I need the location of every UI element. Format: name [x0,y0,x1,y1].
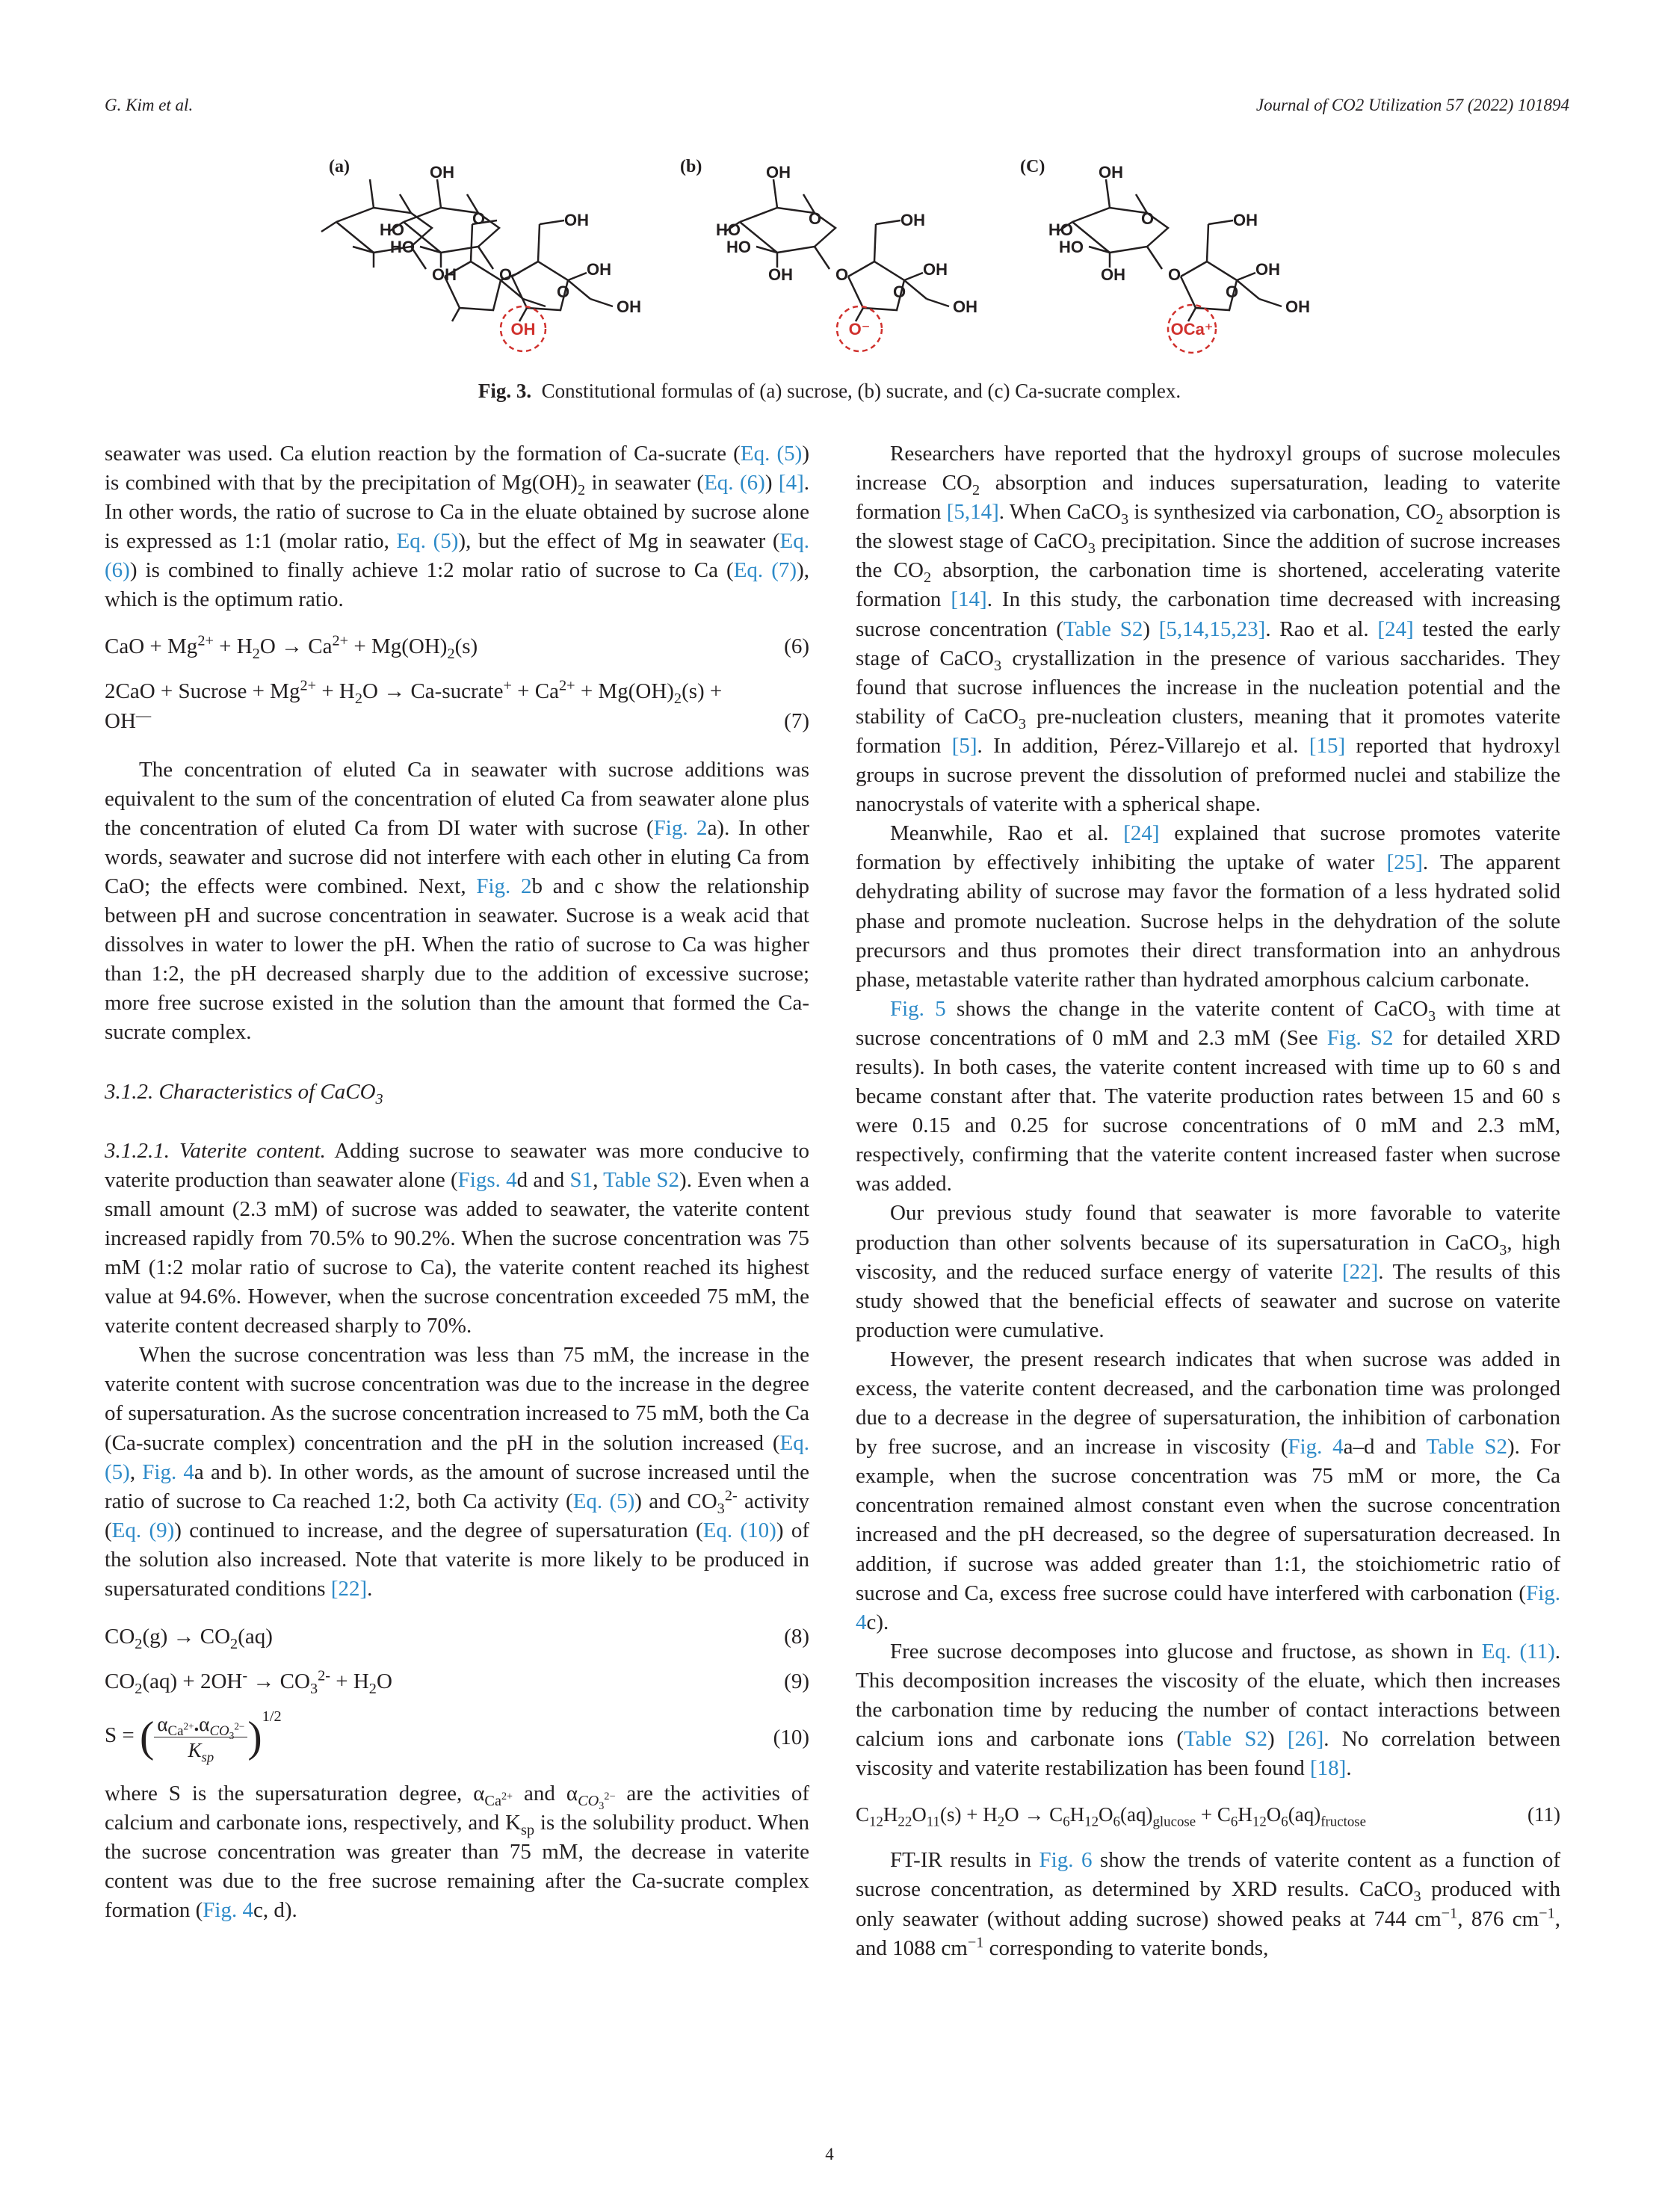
paragraph: The concentration of eluted Ca in seawater with sucrose additions was equivalent to the sum of the concentration of eluted Ca from seawater alone plus the concentration of eluted Ca from DI water with sucrose (Fig. 2a). In other words, seawater and sucrose did not interfere with each other in eluting Ca from CaO; the effects were combined. Next, Fig. 2b and c show the relationship between pH and sucrose concentration in seawater. Sucrose is a weak acid that dissolves in water to lower the pH. When the ratio of sucrose to Ca was higher than 1:2, the pH decreased sharply due to the addition of excessive sucrose; more free sucrose existed in the solution than the amount that formed the Ca-sucrate complex. [105,757,810,1045]
svg-text:HO: HO [716,220,741,239]
figure-link[interactable]: Fig. 4 [203,1898,253,1923]
equation-link[interactable]: Eq. (6) [105,529,810,583]
circled-group-a: OH [510,320,536,339]
equation-number: (6) [784,634,809,658]
figure-link[interactable]: Fig. 2 [476,874,532,898]
svg-text:O: O [1141,209,1155,228]
paragraph: When the sucrose concentration was less than 75 mM, the increase in the vaterite content with sucrose concentration was due to the increase in the degree of supersaturation. As the sucrose concentration increased to 75 mM, both the Ca (Ca-sucrate complex) concentration and the pH in the solution increased (Eq. (5), Fig. 4a and b). In other words, as the amount of sucrose increased until the ratio of sucrose to Ca reached 1:2, both Ca activity (Eq. (5)) and $CO_3^{2-}$ activity (Eq. (9)) continued to increase, and the degree of supersaturation (Eq. (10)) of the solution also increased. Note that vaterite is more likely to be produced in supersaturated conditions [22]. [105,1343,810,1601]
svg-text:O: O [1226,282,1239,301]
equation-link[interactable]: Eq. (7) [733,558,797,583]
figure-link[interactable]: S1 [569,1167,593,1192]
svg-text:OH: OH [923,260,948,279]
svg-text:OH: OH [1233,211,1258,229]
equation-link[interactable]: Eq. (5) [105,1430,809,1484]
svg-text:OH: OH [432,265,457,284]
reference-link[interactable]: [22] [330,1577,368,1601]
figure-3 [299,142,1390,374]
equation-link[interactable]: Eq. (9) [111,1518,175,1542]
table-link[interactable]: Table S2 [1063,617,1143,641]
equation-11: $C_{12}H_{22}O_{11}(s) + H_2O \to C_6H_{12}O_6(aq)_{glucose} + C_6H_{12}O_6(aq)_{fructose}$ (11) [856,1799,1560,1829]
page-number: 4 [825,2145,834,2163]
left-column [105,439,809,1926]
svg-text:HO: HO [1059,238,1084,256]
figure-link[interactable]: Fig. 2 [653,815,708,840]
equation-link[interactable]: Eq. (10) [702,1518,776,1542]
paragraph: Our previous study found that seawater is more favorable to vaterite production than other solvents because of its supersaturation in CaCO$_3$, high viscosity, and the reduced surface energy of vaterite [22]. The results of this study showed that the beneficial effects of seawater and sucrose on vaterite production were cumulative. [856,1201,1560,1342]
reference-link[interactable]: [24] [1377,617,1414,641]
table-link[interactable]: Table S2 [1184,1727,1267,1752]
svg-text:OH: OH [564,211,589,229]
svg-text:O: O [1168,265,1181,284]
equation-8: $CO_2(g) \to CO_2(aq)$ (8) [105,1622,809,1652]
paragraph: FT-IR results in Fig. 6 show the trends of vaterite content as a function of sucrose concentration, as determined by XRD results. CaCO$_3$ produced with only seawater (without adding sucrose) showed peaks at 744 $cm^{-1}$, 876 $cm^{-1}$, and 1088 $cm^{-1}$ corresponding to vaterite bonds, [856,1848,1561,1960]
panel-label-a: (a) [329,157,350,176]
reference-link[interactable]: [14] [951,587,987,612]
reference-link[interactable]: [5] [951,733,977,758]
panel-b [680,157,977,351]
figure-link[interactable]: Fig. 4 [142,1459,194,1484]
equation-9: $CO_2(aq) + 2OH^- \to CO_3^{2-} + H_2O$ (9) [105,1667,809,1697]
svg-text:O: O [809,209,822,228]
equation-number: (8) [784,1625,809,1649]
svg-text:OH: OH [1255,260,1280,279]
section-heading: 3.1.2. Characteristics of CaCO$_3$ [105,1079,383,1107]
circled-group-c: OCa⁺ [1170,320,1214,339]
reference-link[interactable]: [5,14] [946,500,999,525]
figure-link[interactable]: Fig. 6 [1039,1848,1093,1873]
svg-text:HO: HO [390,238,415,256]
svg-text:O: O [835,265,849,284]
svg-text:OH: OH [766,163,791,182]
equation-link[interactable]: Eq. (5) [740,442,803,466]
svg-text:O: O [557,282,570,301]
paragraph: 3.1.2.1. Vaterite content. Adding sucrose to seawater was more conducive to vaterite production than seawater alone (Figs. 4d and S1, Table S2). Even when a small amount (2.3 mM) of sucrose was added to seawater, the vaterite content increased rapidly from 70.5% to 90.2%. When the sucrose concentration was 75 mM (1:2 molar ratio of sucrose to Ca), the vaterite content reached its highest value at 94.6%. However, when the sucrose concentration exceeded 75 mM, the vaterite content decreased sharply to 70%. [105,1138,809,1338]
equation-number: (11) [1527,1803,1560,1826]
figure-link[interactable]: Fig. S2 [1326,1025,1394,1050]
paragraph: Researchers have reported that the hydroxyl groups of sucrose molecules increase $CO_2$ absorption and induces supersaturation, leading to vaterite formation [5,14]. When CaCO$_3$ is synthesized via carbonation, $CO_2$ absorption is the slowest stage of CaCO$_3$ precipitation. Since the addition of sucrose increases the $CO_2$ absorption, the carbonation time is shortened, accelerating vaterite formation [14]. In this study, the carbonation time decreased with increasing sucrose concentration (Table S2) [5,14,15,23]. Rao et al. [24] tested the early stage of CaCO$_3$ crystallization in the presence of various saccharides. They found that sucrose influences the increase in the nucleation potential and the stability of CaCO$_3$ pre-nucleation clusters, meaning that it promotes vaterite formation [5]. In addition, Pérez-Villarejo et al. [15] reported that hydroxyl groups in sucrose prevent the dissolution of preformed nuclei and stabilize the nanocrystals of vaterite with a spherical shape. [856,442,1561,817]
equation-number: (9) [784,1669,809,1694]
equation-link[interactable]: Eq. (5) [396,529,459,554]
svg-text:OH: OH [1099,163,1123,182]
figure-link[interactable]: Fig. 5 [890,996,946,1021]
paragraph: Meanwhile, Rao et al. [24] explained that sucrose promotes vaterite formation by effectively inhibiting the uptake of water [25]. The apparent dehydrating ability of sucrose may favor the formation of a less hydrated solid phase and promote nucleation. Sucrose helps in the dehydration of the solute precursors and thus promotes their direct transformation into an anhydrous phase, metastable vaterite rather than hydrated amorphous calcium carbonate. [856,821,1560,992]
svg-text:O: O [499,265,513,284]
sucrose-structures-diagram [299,142,1390,374]
equation-7: 2CaO + Sucrose + $Mg^{2+} + H_2O$ → Ca-sucrate+ + $Ca^{2+} + Mg(OH)_2(s)$ + OH— (7) [105,676,809,736]
panel-c [1020,157,1310,353]
equation-number: (10) [773,1725,809,1749]
figure-link[interactable]: Figs. 4 [457,1167,517,1192]
table-link[interactable]: Table S2 [603,1167,680,1192]
reference-link[interactable]: [24] [1123,821,1160,846]
svg-text:O: O [893,282,906,301]
reference-link[interactable]: [26] [1287,1727,1324,1752]
svg-text:OH: OH [1285,297,1310,316]
figure-link[interactable]: Fig. 4 [1288,1435,1344,1459]
reference-link[interactable]: [25] [1386,850,1423,875]
svg-text:HO: HO [380,220,404,239]
svg-text:OH: OH [587,260,611,279]
equation-link[interactable]: Eq. (6) [704,471,765,495]
svg-text:O: O [472,209,486,228]
reference-link[interactable]: [15] [1309,733,1346,758]
figure-link[interactable]: Fig. 4 [856,1581,1560,1634]
paragraph: Free sucrose decomposes into glucose and fructose, as shown in Eq. (11). This decomposition increases the viscosity of the eluate, which then increases the carbonation time by reducing the number of contact interactions between calcium ions and carbonate ions (Table S2) [26]. No correlation between viscosity and vaterite restabilization has been found [18]. [856,1639,1560,1781]
svg-text:HO: HO [726,238,751,256]
paragraph: seawater was used. Ca elution reaction by the formation of Ca-sucrate (Eq. (5)) is combined with that by the precipitation of $Mg(OH)_2$ in seawater (Eq. (6)) [4]. In other words, the ratio of sucrose to Ca in the eluate obtained by sucrose alone is expressed as 1:1 (molar ratio, Eq. (5)), but the effect of Mg in seawater (Eq. (6)) is combined to finally achieve 1:2 molar ratio of sucrose to Ca (Eq. (7)), which is the optimum ratio. [105,442,810,612]
running-header-journal: Journal of CO2 Utilization 57 (2022) 101894 [1255,96,1569,114]
subsection-title: 3.1.2.1. Vaterite content. [105,1138,326,1163]
svg-text:OH: OH [1101,265,1125,284]
equation-number: (7) [784,708,809,733]
equation-6: CaO + $Mg^{2+} + H_2O \to Ca^{2+} + Mg(OH)_2(s)$ (6) [105,631,809,662]
svg-text:OH: OH [768,265,793,284]
svg-text:OH: OH [430,163,454,182]
running-header-authors: G. Kim et al. [105,96,194,114]
reference-link[interactable]: [4] [778,471,804,495]
circled-group-b: O⁻ [848,320,871,339]
panel-label-b: (b) [680,157,702,176]
equation-link[interactable]: Eq. (11) [1481,1639,1555,1663]
paragraph: where S is the supersaturation degree, $\alpha_{Ca^{2+}}$ and $\alpha_{CO_3^{2-}}$ are the activities of calcium and carbonate ions, respectively, and $K_{sp}$ is the solubility product. When the sucrose concentration was greater than 75 mM, the decrease in vaterite content was due to the free sucrose remaining after the Ca-sucrate complex formation (Fig. 4c, d). [105,1782,809,1923]
equation-10: S = ( $\frac{\alpha_{Ca^{2+}}.\alpha_{CO_3^{2-}}}{K_{sp}}$ )$^{1/2}$ (10) [105,1708,809,1766]
table-link[interactable]: Table S2 [1426,1435,1507,1459]
reference-link[interactable]: [5,14,15,23] [1158,617,1266,641]
figure-caption: Fig. 3. Constitutional formulas of (a) sucrose, (b) sucrate, and (c) Ca-sucrate complex. [478,380,1181,402]
panel-a [329,157,641,351]
reference-link[interactable]: [22] [1341,1259,1379,1284]
right-column [856,439,1560,1963]
panel-label-c: (C) [1020,157,1045,176]
reference-link[interactable]: [18] [1310,1756,1347,1781]
svg-text:HO: HO [1048,220,1073,239]
svg-text:OH: OH [953,297,977,316]
paragraph: However, the present research indicates that when sucrose was added in excess, the vaterite content decreased, and the carbonation time was prolonged due to a decrease in the degree of supersaturation, the inhibition of carbonation by free sucrose, and an increase in viscosity (Fig. 4a–d and Table S2). For example, when the sucrose concentration was 75 mM or more, the Ca concentration remained almost constant even when the sucrose concentration increased and the pH decreased, so the degree of supersaturation decreased. In addition, if sucrose was added greater than 1:1, the stoichiometric ratio of sucrose and Ca, excess free sucrose could have interfered with carbonation (Fig. 4c). [856,1347,1560,1634]
paragraph: Fig. 5 shows the change in the vaterite content of CaCO$_3$ with time at sucrose concentrations of 0 mM and 2.3 mM (See Fig. S2 for detailed XRD results). In both cases, the vaterite content increased with time up to 60 s and became constant after that. The vaterite production rates between 15 and 60 s were 0.15 and 0.25 for sucrose concentrations of 0 mM and 2.3 mM, respectively, confirming that the vaterite content increased faster when sucrose was added. [856,996,1560,1196]
svg-text:OH: OH [617,297,641,316]
equation-link[interactable]: Eq. (5) [572,1489,635,1513]
svg-text:OH: OH [900,211,925,229]
